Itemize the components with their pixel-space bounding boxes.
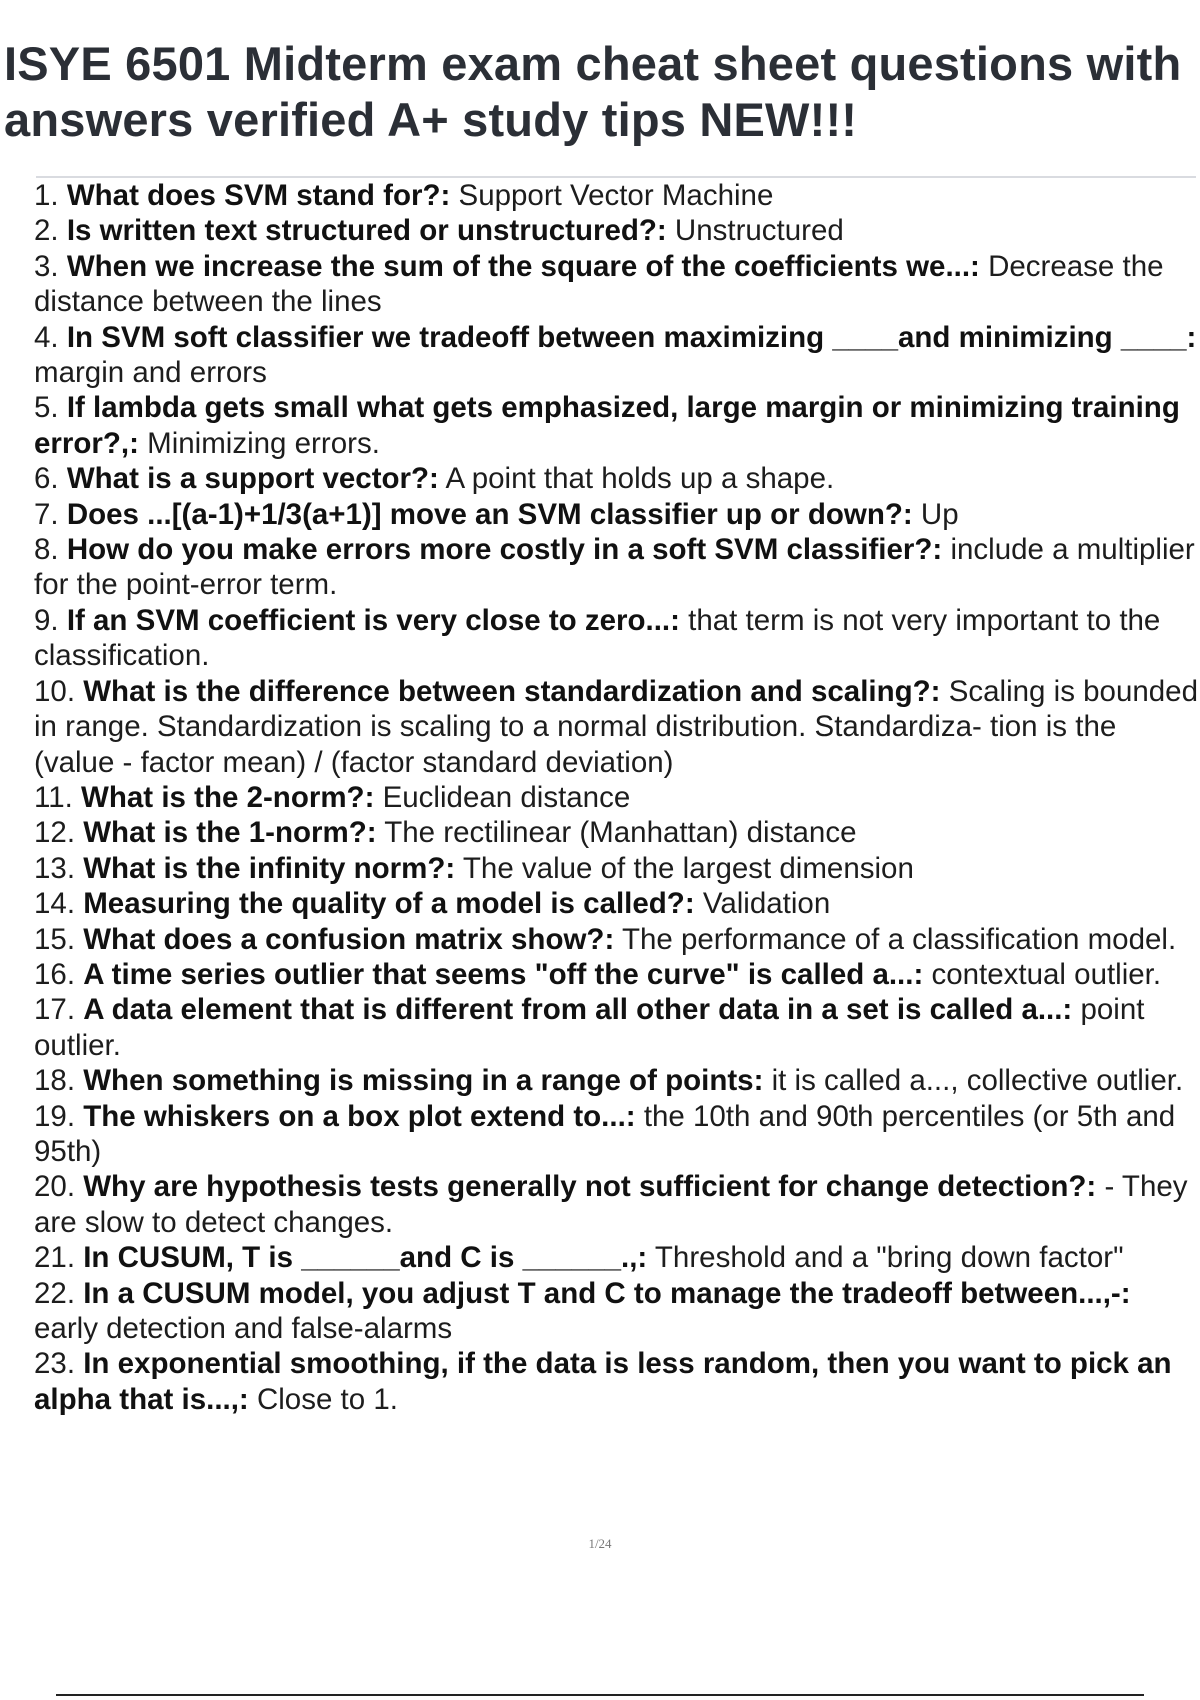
- question-text: The whiskers on a box plot extend to...:: [83, 1099, 636, 1133]
- question-text: A time series outlier that seems "off the curve" is called a...:: [83, 957, 924, 991]
- qa-item: [34, 1276, 1198, 1347]
- question-number: 15.: [34, 922, 76, 956]
- answer-text: it is called a..., collective outlier.: [771, 1064, 1184, 1098]
- qa-item: [34, 922, 1198, 957]
- question-text: What does a confusion matrix show?:: [83, 922, 615, 956]
- qa-item: [34, 249, 1198, 320]
- question-text: In a CUSUM model, you adjust T and C to manage the tradeoff between...,-:: [83, 1276, 1131, 1310]
- question-text: In SVM soft classifier we tradeoff between maximizing ____and minimizing ____:: [66, 320, 1197, 354]
- question-number: 4.: [34, 320, 59, 354]
- question-text: What does SVM stand for?:: [66, 179, 451, 212]
- qa-item: [34, 1169, 1198, 1240]
- answer-text: the 10th and 90th percentiles (or 5th and 95th): [34, 1099, 1176, 1168]
- question-number: 22.: [34, 1276, 76, 1310]
- question-number: 1.: [34, 179, 59, 212]
- question-text: Does ...[(a-1)+1/3(a+1)] move an SVM classifier up or down?:: [66, 497, 913, 531]
- question-number: 10.: [34, 674, 76, 708]
- qa-item: [34, 603, 1198, 674]
- question-text: What is the difference between standardization and scaling?:: [83, 674, 941, 708]
- answer-text: early detection and false-alarms: [34, 1312, 453, 1345]
- question-text: In CUSUM, T is ______and C is ______.,:: [83, 1241, 648, 1275]
- question-answer-list: [34, 178, 1198, 1417]
- question-text: What is the 1-norm?:: [83, 816, 377, 850]
- question-number: 6.: [34, 462, 59, 496]
- answer-text: - They are slow to detect changes.: [34, 1170, 1188, 1239]
- qa-item: [34, 461, 1198, 496]
- qa-item: [34, 178, 1198, 213]
- question-number: 14.: [34, 887, 76, 921]
- answer-text: include a multiplier for the point-error term.: [34, 533, 1195, 602]
- qa-item: [34, 1240, 1198, 1275]
- answer-text: Up: [920, 497, 959, 531]
- question-number: 19.: [34, 1099, 76, 1133]
- qa-item: [34, 390, 1198, 461]
- qa-item: [34, 780, 1198, 815]
- answer-text: Euclidean distance: [382, 780, 631, 814]
- question-text: If lambda gets small what gets emphasized, large margin or minimizing training error?,:: [34, 391, 1180, 460]
- qa-item: [34, 1063, 1198, 1098]
- qa-item: [34, 957, 1198, 992]
- answer-text: The performance of a classification model.: [621, 922, 1177, 956]
- qa-item: [34, 213, 1198, 248]
- question-number: 12.: [34, 816, 76, 850]
- question-number: 17.: [34, 993, 76, 1027]
- question-text: Why are hypothesis tests generally not sufficient for change detection?:: [83, 1170, 1097, 1204]
- question-text: What is the 2-norm?:: [81, 780, 375, 814]
- answer-text: point outlier.: [34, 993, 1145, 1062]
- footer-divider: [56, 1694, 1144, 1696]
- qa-item: [34, 851, 1198, 886]
- question-text: When we increase the sum of the square of the coefficients we...:: [66, 249, 980, 283]
- answer-text: Close to 1.: [256, 1382, 398, 1416]
- qa-item: [34, 674, 1198, 780]
- question-text: Measuring the quality of a model is called?:: [83, 887, 695, 921]
- answer-text: Support Vector Machine: [458, 179, 774, 212]
- question-number: 11.: [34, 780, 73, 814]
- qa-item: [34, 497, 1198, 532]
- qa-item: [34, 532, 1198, 603]
- answer-text: that term is not very important to the classification.: [34, 603, 1161, 673]
- question-number: 5.: [34, 391, 59, 425]
- question-number: 3.: [34, 249, 59, 283]
- qa-item: [34, 815, 1198, 850]
- answer-text: Threshold and a "bring down factor": [654, 1241, 1124, 1275]
- question-number: 13.: [34, 851, 76, 885]
- question-text: A data element that is different from all other data in a set is called a...:: [83, 993, 1073, 1027]
- question-number: 23.: [34, 1347, 76, 1381]
- question-text: What is a support vector?:: [66, 462, 439, 496]
- question-number: 20.: [34, 1170, 76, 1204]
- answer-text: Unstructured: [674, 214, 844, 248]
- question-text: When something is missing in a range of points:: [83, 1064, 764, 1098]
- question-number: 18.: [34, 1064, 76, 1098]
- question-number: 16.: [34, 957, 76, 991]
- answer-text: Minimizing errors.: [147, 426, 380, 460]
- question-number: 2.: [34, 214, 59, 248]
- question-text: What is the infinity norm?:: [83, 851, 456, 885]
- question-text: In exponential smoothing, if the data is less random, then you want to pick an alpha that is...,:: [34, 1347, 1172, 1416]
- question-text: Is written text structured or unstructured?:: [66, 214, 667, 248]
- question-number: 8.: [34, 533, 59, 567]
- question-number: 7.: [34, 497, 59, 531]
- qa-item: [34, 1099, 1198, 1170]
- question-text: How do you make errors more costly in a soft SVM classifier?:: [66, 533, 943, 567]
- answer-text: The value of the largest dimension: [462, 851, 914, 885]
- question-number: 9.: [34, 603, 59, 637]
- qa-item: [34, 992, 1198, 1063]
- answer-text: margin and errors: [34, 356, 267, 390]
- question-number: 21.: [34, 1241, 76, 1275]
- answer-text: Decrease the distance between the lines: [34, 249, 1164, 319]
- question-text: If an SVM coefficient is very close to zero...:: [66, 603, 680, 637]
- answer-text: Validation: [702, 887, 831, 921]
- answer-text: Scaling is bounded in range. Standardization is scaling to a normal distribution. Standardiza- tion is the (value - factor mean) / (factor standard deviation): [34, 674, 1198, 779]
- page-number: 1/24: [588, 1536, 612, 1551]
- qa-item: [34, 1346, 1198, 1417]
- answer-text: A point that holds up a shape.: [445, 462, 835, 496]
- qa-item: [34, 886, 1198, 921]
- qa-item: [34, 320, 1198, 391]
- answer-text: The rectilinear (Manhattan) distance: [384, 816, 857, 850]
- document-title: ISYE 6501 Midterm exam cheat sheet questions with answers verified A+ study tips NEW!!!: [4, 37, 1182, 146]
- answer-text: contextual outlier.: [931, 957, 1162, 991]
